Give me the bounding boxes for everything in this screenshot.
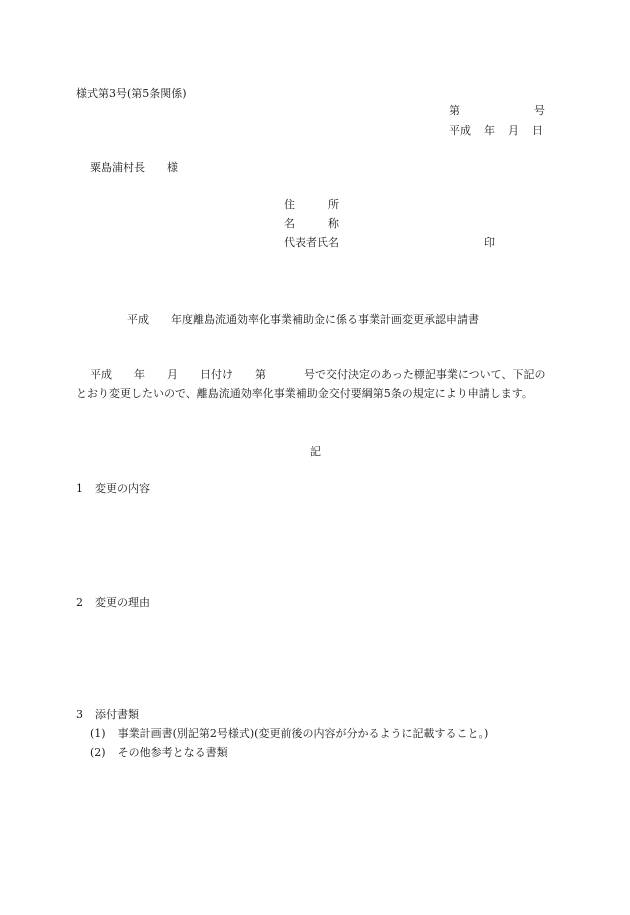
attachment-item-2: (2) その他参考となる書類 bbox=[90, 746, 228, 759]
ki-heading: 記 bbox=[310, 445, 321, 458]
date-month: 月 bbox=[508, 124, 519, 137]
date-era: 平成 bbox=[449, 124, 471, 137]
recipient-name: 粟島浦村長 bbox=[90, 161, 145, 174]
recipient-honorific: 様 bbox=[167, 161, 178, 174]
title-text: 年度離島流通効率化事業補助金に係る事業計画変更承認申請書 bbox=[171, 313, 479, 326]
representative-label: 代表者氏名 bbox=[284, 236, 339, 249]
date-line bbox=[449, 124, 543, 138]
document-title bbox=[127, 313, 479, 327]
name-label: 名 称 bbox=[284, 217, 339, 230]
recipient-line bbox=[90, 161, 178, 175]
address-label: 住 所 bbox=[284, 198, 339, 211]
seal-mark: 印 bbox=[484, 236, 495, 249]
date-year: 年 bbox=[484, 124, 495, 137]
body-paragraph: 平成 年 月 日付け 第 号で交付決定のあった標記事業について、下記のとおり変更したいので、離島流通効率化事業補助金交付要綱第5条の規定により申請します。 bbox=[76, 368, 546, 400]
form-label: 様式第3号(第5条関係) bbox=[76, 87, 187, 100]
section-2-heading: 2 変更の理由 bbox=[76, 596, 150, 609]
section-3-heading: 3 添付書類 bbox=[76, 708, 139, 721]
attachment-item-1: (1) 事業計画書(別記第2号様式)(変更前後の内容が分かるように記載すること。) bbox=[90, 727, 489, 740]
doc-number-prefix: 第 bbox=[449, 104, 460, 117]
doc-number-suffix: 号 bbox=[534, 104, 545, 117]
section-1-heading: 1 変更の内容 bbox=[76, 482, 150, 495]
title-era: 平成 bbox=[127, 313, 149, 326]
date-day: 日 bbox=[532, 124, 543, 137]
